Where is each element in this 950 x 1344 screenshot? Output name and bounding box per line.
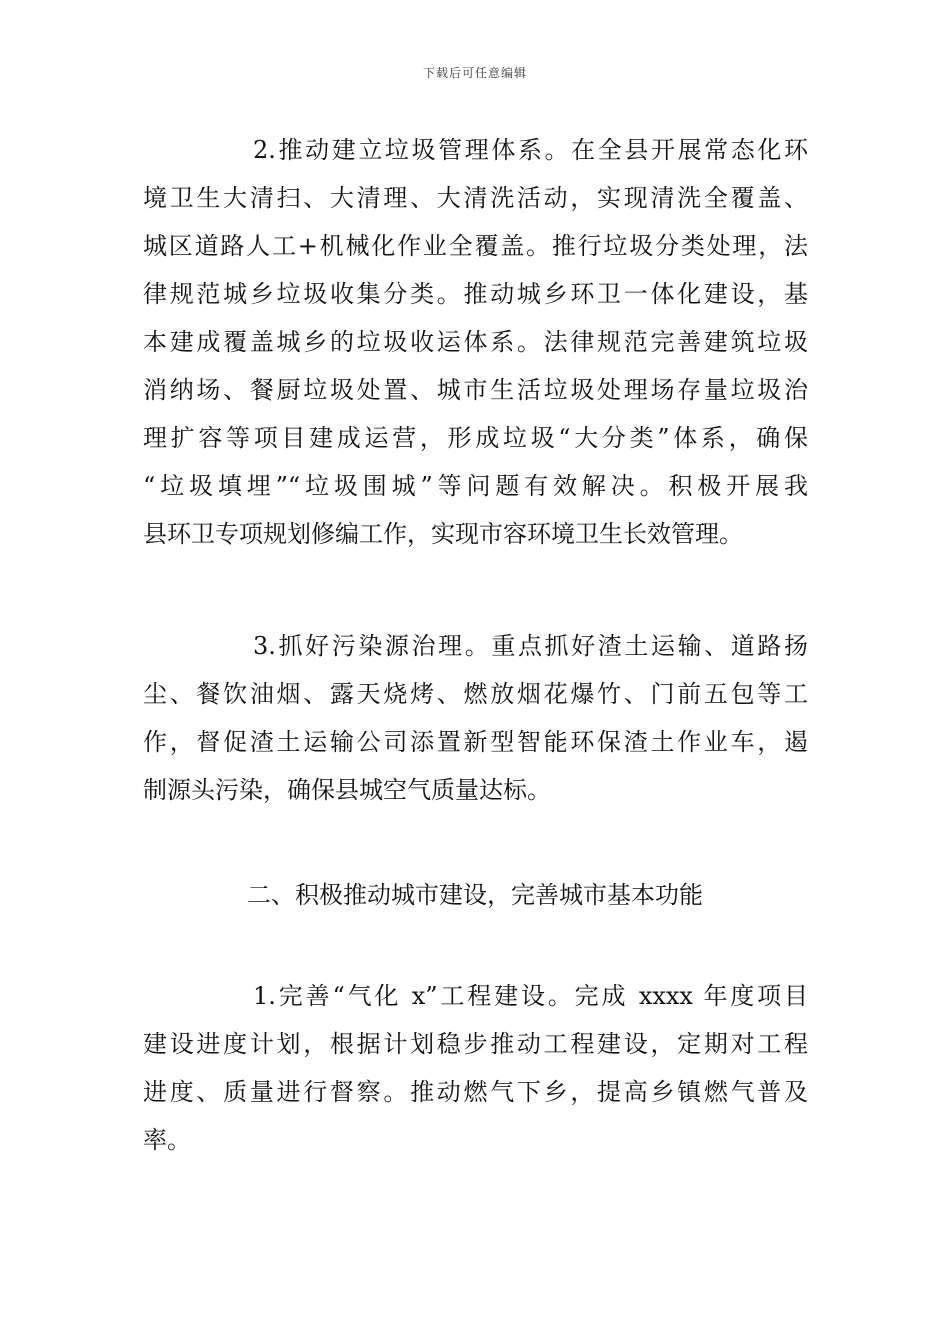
paragraph-line: 作，督促渣土运输公司添置新型智能环保渣土作业车，遏 bbox=[143, 728, 808, 756]
paragraph-line: 3.抓好污染源治理。重点抓好渣土运输、道路扬 bbox=[253, 632, 808, 660]
paragraph-line: 进度、质量进行督察。推动燃气下乡，提高乡镇燃气普及 bbox=[143, 1078, 808, 1106]
paragraph-line: 2.推动建立垃圾管理体系。在全县开展常态化环 bbox=[253, 136, 808, 164]
header-note: 下载后可任意编辑 bbox=[422, 66, 527, 80]
paragraph-line: “垃圾填埋”“垃圾围城”等问题有效解决。积极开展我 bbox=[143, 472, 808, 500]
paragraph-line: 制源头污染，确保县城空气质量达标。 bbox=[143, 776, 551, 804]
paragraph-line: 率。 bbox=[143, 1126, 191, 1154]
section-heading: 二、积极推动城市建设，完善城市基本功能 bbox=[247, 881, 703, 909]
paragraph-line: 理扩容等项目建成运营，形成垃圾“大分类”体系，确保 bbox=[143, 424, 808, 452]
paragraph-line: 本建成覆盖城乡的垃圾收运体系。法律规范完善建筑垃圾 bbox=[143, 328, 808, 356]
paragraph-garbage-management bbox=[143, 126, 808, 558]
paragraph-pollution-control bbox=[143, 622, 808, 814]
paragraph-line: 消纳场、餐厨垃圾处置、城市生活垃圾处理场存量垃圾治 bbox=[143, 376, 808, 404]
paragraph-gasification bbox=[143, 972, 808, 1164]
paragraph-line: 建设进度计划，根据计划稳步推动工程建设，定期对工程 bbox=[143, 1030, 808, 1058]
paragraph-line: 律规范城乡垃圾收集分类。推动城乡环卫一体化建设，基 bbox=[143, 280, 808, 308]
paragraph-line: 县环卫专项规划修编工作，实现市容环境卫生长效管理。 bbox=[143, 520, 743, 548]
paragraph-line: 境卫生大清扫、大清理、大清洗活动，实现清洗全覆盖、 bbox=[143, 184, 808, 212]
paragraph-line: 1.完善“气化 x”工程建设。完成 xxxx 年度项目 bbox=[253, 982, 808, 1010]
paragraph-line: 城区道路人工+机械化作业全覆盖。推行垃圾分类处理，法 bbox=[143, 232, 808, 260]
paragraph-line: 尘、餐饮油烟、露天烧烤、燃放烟花爆竹、门前五包等工 bbox=[143, 680, 808, 708]
